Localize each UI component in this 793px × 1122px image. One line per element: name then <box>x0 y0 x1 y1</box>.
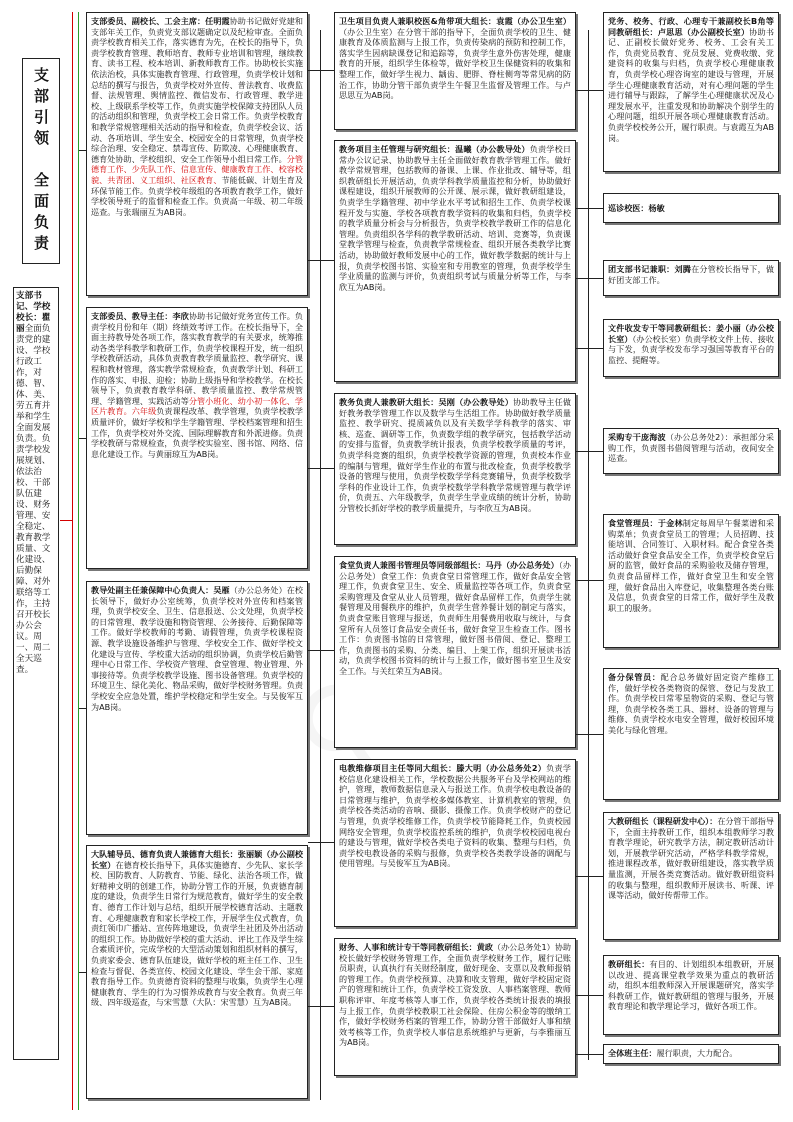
duty-box-finance <box>334 938 576 1076</box>
connector-line <box>78 12 79 1110</box>
duty-box-homeroom <box>603 1044 779 1064</box>
connector-line <box>308 260 334 261</box>
connector-line <box>576 90 603 91</box>
duty-text: 有目的、计划组织本组教研，开展以改进、提高课堂教学效果为重点的教研活动，组织本组教师深入开展课题研究，落实学科教研工作，做好教研组的管理与服务，开展教育理论和教学理论学习，做好各项工作。 <box>608 959 774 1012</box>
duty-box-brigade <box>86 845 308 1099</box>
duty-text: （办公总务处）食堂工作：负责食堂日常管理工作，做好食品安全管理工作，负责食堂卫生、安全、质量监控等各项工作，负责食堂采购管理及食堂从业人员管理，做好食品留样工作，负责学生就餐管理及用餐秩序的维护，负责学生营养餐计划的制定与落实，负责食堂账目管理与报送，负责师生用餐费用收取与统计，与食堂所有人员签订食品安全责任书，做好食堂卫生检查工作。图书工作：负责图书馆的日常管理，做好图书借阅、登记、整理工作，负责图书的采购、分类、编目、上架工作，组织开展读书活动，负责学校图书资料的统计与上报工作，做好图书室卫生及安全工作。与关红荣互为AB岗。 <box>339 560 571 676</box>
duty-box-leader <box>603 955 779 1035</box>
duty-box-health <box>334 12 576 130</box>
duty-lead: 备分保管员： <box>608 672 661 682</box>
connector-line <box>79 438 86 439</box>
duty-lead: 食堂负责人兼图书管理员等同级部组长：马丹（办公总务处） <box>339 560 559 570</box>
connector-line <box>576 734 603 735</box>
connector-line <box>576 278 603 279</box>
connector-line <box>79 708 86 709</box>
duty-highlight: 分管小班化、幼小初一体化、学区片教育。六年级 <box>91 395 303 417</box>
connector-line <box>588 30 589 1060</box>
duty-box-logistics <box>86 581 308 835</box>
secretary-title: 支部书记、学校校长： <box>16 291 51 323</box>
duty-lead: 全体班主任： <box>608 1048 657 1058</box>
duty-box-warehouse <box>603 668 779 800</box>
duty-lead: 财务、人事和统计专干等同教研组长：黄政 <box>339 942 493 952</box>
connector-line <box>576 208 603 209</box>
duty-lead: 教务项目主任管理与研究组长：温曦（办公教导处） <box>339 144 530 154</box>
slogan-banner: 支部引领 全面负责 <box>22 58 60 264</box>
duty-lead: 巡诊校医：杨敏 <box>608 203 665 213</box>
duty-text: 负责学校日常办公议记录、协助教导主任全面做好教育教学管理工作。做好教学常规管理，包括教师的备课、上课、作业批改、辅导等，组织教研组长开展活动，负责学科教学质量监控和分析，协助做好课程建设，组织开展教师的公开课、展示课，做好教研组建设，负责学生学籍管理、初中学业水平考试和招生工作、负责学校课程开发与实施、学校各项教育教学资料的收集和归档，负责学校的教学质量分析会与分析报告，负责学校教学教研工作的信息化管理。负责组织各学科的教学教研活动、培训、竞赛等，负责课堂教学管理与检查，负责教学常规检查、组织开展各类教学比赛活动，协助做好教师发展中心的工作，做好教学数据的统计与上报，负责学校图书馆、实验室和专用教室的管理，负责学校学生学业质量的监测与评价，负责组织考试与质量分析等工作，与李欣互为AB岗。 <box>339 144 571 292</box>
duty-text: 协助书记、正副校长做好党务、校务、工会有关工作，负责党员教育、党员发展、党费收缴、党建资料的收集与归档，负责学校心理健康教育，负责学校心理咨询室的建设与管理，开展学生心理健康教育活动，对有心理问题的学生进行辅导与跟踪，了解学生心理健康状况及心理发展水平，注重发现和协助解决个别学生的心理问题，组织开展各项心理健康教育活动。负责学校校务公开，履行职责。与袁霞互为AB岗。 <box>608 26 774 143</box>
duty-lead: 卫生项目负责人兼职校医&角带项大组长：袁霞（办公卫生室） <box>339 16 571 26</box>
duty-box-curriculum <box>86 307 308 569</box>
duty-text: 配合总务做好固定资产维修工作，做好学校各类物资的保管、登记与发放工作。负责学校日常零星物资的采购、登记与管理，负责学校各类工具、器材、设备的管理与维修、负责学校水电安全管理，做好校园环境美化与绿化管理。 <box>608 672 774 735</box>
duty-highlight: 分管德育工作、少先队工作、信息宣传、健康教育工作、校容校貌、共青团、义工组织、社区教育、 <box>91 153 303 185</box>
duty-text: 在德育校长指导下，具体实施德育、少先队、家长学校、国防教育、人防教育、节能、绿化、法治各项工作，做好精神文明的创建工作，协助分管工作的开展，负责德育制度的建设，负责学生日常行为规范教育，做好学生的安全教育、德育工作计划与总结，组织开展学校德育活动、主题教育、心理健康教育和家长学校工作，开展学生仪式教育，负责红领巾广播站、宣传阵地建设，负责学生社团及外出活动的组织工作。协助做好学校的重大活动、评比工作及学生综合素质评价，完成学校的大型活动策划和组织材料的撰写，负责家委会、德育队伍建设，做好学校的班主任工作、卫生检查与督促、各类宣传、校园文化建设、学生会干部、家庭教育指导工作。负责德育资料的整理与收集，负责学生心理健康教育、学生的行为习惯养成教育与安全教育。负责三年级、四年级巡查，与宋雪慧（大队：宋雪慧）互为AB岗。 <box>91 859 303 1008</box>
duty-text: （办公总务处）在校长领导下，做好办公室统筹，负责学校对外宣传和档案管理，负责学校安全、卫生、信息报送、公文处理，负责学校的日常管理、教学设施和物资管理、公务接待、后勤保障等工作。做好学校教师的考勤、请假管理，负责学校课程资源、教学设施设备维护与管理、学校安全工作、做好学校文化建设与宣传、学校重大活动的组织协调，负责学校后勤管理中心日常工作、学校资产管理、食堂管理、物业管理、外事接待等。负责学校教学设施、图书设备管理。负责学校的环境卫生、绿化美化、物品采购，做好学校财务管理。负责学校安全应急处置，维护学校稳定和学生安全。与吴俊军互为AB岗。 <box>91 585 303 712</box>
duty-lead: 大队辅导员、德育负责人兼德育大组长：张丽颖（办公副校长室） <box>91 849 303 870</box>
duty-text: 在分管干部指导下，全面主持教研工作，组织本组教师学习教育教学理论，研究教学方法，制定教研活动计划，开展教学研究活动，严格学科教学常规，推进课程改革，做好教研组建设，落实教学质量监测，开展各类竞赛活动。做好教研组资料的收集与整理，组织教师开展读书、听课、评课等活动，做好传帮带工作。 <box>608 816 774 901</box>
duty-text: 协助书记做好党务宣传工作。负责学校月份和年（期）终绩效考评工作。在校长指导下，全面主持教导处各项工作，落实教育教学的有关要求，统筹推动各类学科教学和教研工作，负责学校课程开发，统一组织学校教研活动，具体负责教育教学质量监控、教学研究、课程和教材管理，落实教学常规检查，负责教学计划、科研工作的落实、申报、迎检；协助上级指导和学校教学。在校长领导下，负责教育教学科研、教学质量监控、教学常规管理、学籍管理、实践活动等 <box>91 311 303 406</box>
duty-lead: 党务、校务、行政、心理专干兼副校长B角等同教研组长：卢思思（办公副校长室） <box>608 16 774 37</box>
duty-lead: 食堂管理员：于金林 <box>608 518 683 528</box>
duty-box-union <box>86 12 308 296</box>
duty-text: （办公校长室）负责学校文件上传、接收与下发，负责学校发布学习强国等教育平台的监控、提醒等。 <box>608 333 774 365</box>
secretary-name: 瞿丽 <box>16 313 51 334</box>
connector-line <box>72 12 73 1110</box>
duty-box-it <box>334 759 576 927</box>
duty-box-catering <box>603 514 779 648</box>
connector-line <box>308 650 334 651</box>
duty-box-youth <box>603 260 779 296</box>
connector-line <box>79 972 86 973</box>
connector-line <box>576 876 603 877</box>
connector-line <box>308 1006 334 1007</box>
connector-line <box>576 580 603 581</box>
duty-lead: 文件收发专干等同教研组长：姜小丽（办公校长室） <box>608 323 774 344</box>
duty-text: （办公总务处2）：承担部分采购工作，负责图书借阅管理与活动，夜间安全巡查。 <box>608 432 774 464</box>
duty-lead: 教导处副主任兼保障中心负责人：吴雁 <box>91 585 230 595</box>
duty-text: 制定每周早午餐菜谱和采购菜单；负责食堂员工的管理；人员招聘、技能培训、合同签订、入职材料。配合食堂各类活动做好食堂食品安全工作，负责学校食堂后厨的监管，做好食品的采购验收及储存管理，负责食品留样工作，做好食堂卫生和安全管理，做好食品出入库登记，收集整理各类台账及信息，负责食堂的日常工作，做好学生及教职工的服务。 <box>608 518 774 613</box>
duty-tail: 节能低碳、计划生育及环保节能工作。负责学校年级组的各项教育教学工作，做好学校领导班子的监督和检查工作。负责高一年级、初二年级巡查。与张瑞丽互为AB岗。 <box>91 174 303 217</box>
connector-line <box>576 451 603 452</box>
duty-text: 协助教导主任做好教务教学管理工作以及数学与生活组工作。协助做好教学质量监控、教学研究、提质减负以及有关数学学科教学的落实、审核、巡查、调研等工作，负责数学组的教学研究，包括教学活动的安排与监督，负责教学统计报表，负责学校教学质量的考评，负责学科竞赛的组织，负责学校教学资源的管理，负责校本作业的编制与管理，做好学生作业的布置与批改检查，负责学校教学设备的管理与使用，负责学校数学学科竞赛辅导，负责学校数学学科的作业设计工作，负责学校数学学科教学常规管理与教学评价，负责五、六年级教学，负责学生学业成绩的统计分析，协助分管校长抓好学校的教学质量提升，与李欣互为AB岗。 <box>339 397 571 513</box>
duty-text: 在分管校长指导下，做好团支部工作。 <box>608 264 774 285</box>
duty-lead: 电教维修项目主任等同大组长：滕大明（办公总务处2） <box>339 763 547 773</box>
duty-box-purchase <box>603 428 779 474</box>
connector-line <box>576 1054 603 1055</box>
duty-box-party <box>603 12 779 172</box>
duty-lead: 采购专干庞海波 <box>608 432 666 442</box>
duty-text: 协助书记做好党建和支部年关工作，负责党支部议题确定以及纪检审查。全面负责学校教育相关工作，落实德育为先，在校长的指导下，负责学校教育管理、教师培育、教师专业培训和管理，继续教育、读书工程、校本培训、新教师教育工作。协助校长实施依法治校，具体实施教育管理、行政管理，负责学校计划和总结的撰写与报告，负责学校对外宣传、普法教育、收费监督、法规管理、舆情监控、微信发布、行政管理、教学进校、上级联系学校等工作，负责实施学校保障支持团队人员的活动组织和管理，负责学校工会日常工作。负责学校教育和教学常规管理相关活动的指导和检查，负责学校会议、活动、各项培训、学生安全、校园安全的日常管理，负责学校综合治理、安全稳定、禁毒宣传、防欺凌、心理健康教育、德育处协助、学校组织、安全工作领导小组日常工作。 <box>91 16 303 164</box>
duty-tail: 负责课程改革、教学管理，负责学校教学质量评价，做好学校和学生学籍管理、学校档案管理和招生工作，负责学校对外交流、国际理解教育和外派进修。负责学校教研与常规检查，负责学校实验室、图书馆、网络、信息化建设工作。与黄丽琼互为AB岗。 <box>91 406 303 459</box>
duty-lead: 支部委员、教导主任：李欣 <box>91 311 189 321</box>
connector-line <box>320 30 321 1100</box>
connector-line <box>308 842 334 843</box>
duty-box-teaching <box>334 140 576 382</box>
duty-lead: 教务负责人兼教研大组长：吴刚（办公教导处） <box>339 397 514 407</box>
duty-box-research <box>603 812 779 940</box>
secretary-text: 全面负责党的建设、学校行政工作，对德、智、体、美、劳五育并举和学生全面发展负责。负责学校发展规划、依法治校、干部队伍建设、财务管理、安全稳定、教育教学质量、文化建设、后勤保障、对外联络等工作，主持召开校长办公会议。周一、周二全天巡查。 <box>16 324 51 675</box>
connector-line <box>79 150 86 151</box>
duty-text: （办公总务处1）协助校长做好学校财务管理工作，全面负责学校财务工作，履行记账员职责，认真执行有关财经制度，做好现金、支票以及教师报销的管理工作。负责学校预算、决算和收支管理，做好学校固定资产的管理和统计工作，负责学校工资发放、人事档案管理、教师职称评审、年度考核等人事工作，负责学校各类统计报表的填报与上报工作，负责学校教职工社会保险、住房公积金等的缴纳工作，做好学校财务档案的管理工作，协助分管干部做好人事和绩效考核等工作，负责学校人事信息系统维护与更新，与李雅丽互为AB岗。 <box>339 942 571 1048</box>
secretary-box <box>13 287 59 1060</box>
duty-text: 负责学校信息化建设相关工作，学校数据公共服务平台及学校网站的维护，管理，教师数据信息录入与报送工作。负责学校电教设备的日常管理与维护，负责学校多媒体教室、计算机教室的管理，负责学校各类活动的音响、摄影、摄像工作。负责学校财产的登记与管理，负责学校维修工作，负责学校节能降耗工作，负责校园网络安全管理，负责学校监控系统的维护，负责学校校园电视台的建设与管理，做好学校各类电子资料的收集、整理与归档，负责学校电教设备的采购与报修，负责学校各类教学设备的调配与使用管理。与吴俊军互为AB岗。 <box>339 763 571 869</box>
duty-text: 履行职责，大力配合。 <box>656 1048 738 1058</box>
connector-line <box>576 995 603 996</box>
duty-box-canteen <box>334 556 576 748</box>
duty-box-academic <box>334 393 576 545</box>
duty-box-patrol <box>603 193 779 223</box>
connector-line <box>60 520 72 521</box>
duty-lead: 支部委员、副校长、工会主席：任明霞 <box>91 16 230 26</box>
duty-text: （办公卫生室）在分管干部的指导下，全面负责学校的卫生、健康教育及体质监测与上报工作，负责传染病的预防和控制工作，落实学生因病缺课登记和追踪等，负责学生意外伤害处理，健康教育的开展，组织学生体检等，做好学校卫生保健资料的收集和整理工作，做好学生视力、龋齿、肥胖、脊柱侧弯等常见病的防治工作，协助分管干部负责学生午餐卫生监督及管理工作。与卢思思互为AB岗。 <box>339 26 571 101</box>
connector-line <box>308 70 334 71</box>
duty-lead: 教研组长： <box>608 959 650 969</box>
connector-line <box>308 468 334 469</box>
connector-line <box>576 348 603 349</box>
duty-lead: 团支部书记兼职：刘腾 <box>608 264 692 274</box>
duty-box-docs <box>603 319 779 377</box>
duty-lead: 大教研组长（课程研发中心）： <box>608 816 718 826</box>
